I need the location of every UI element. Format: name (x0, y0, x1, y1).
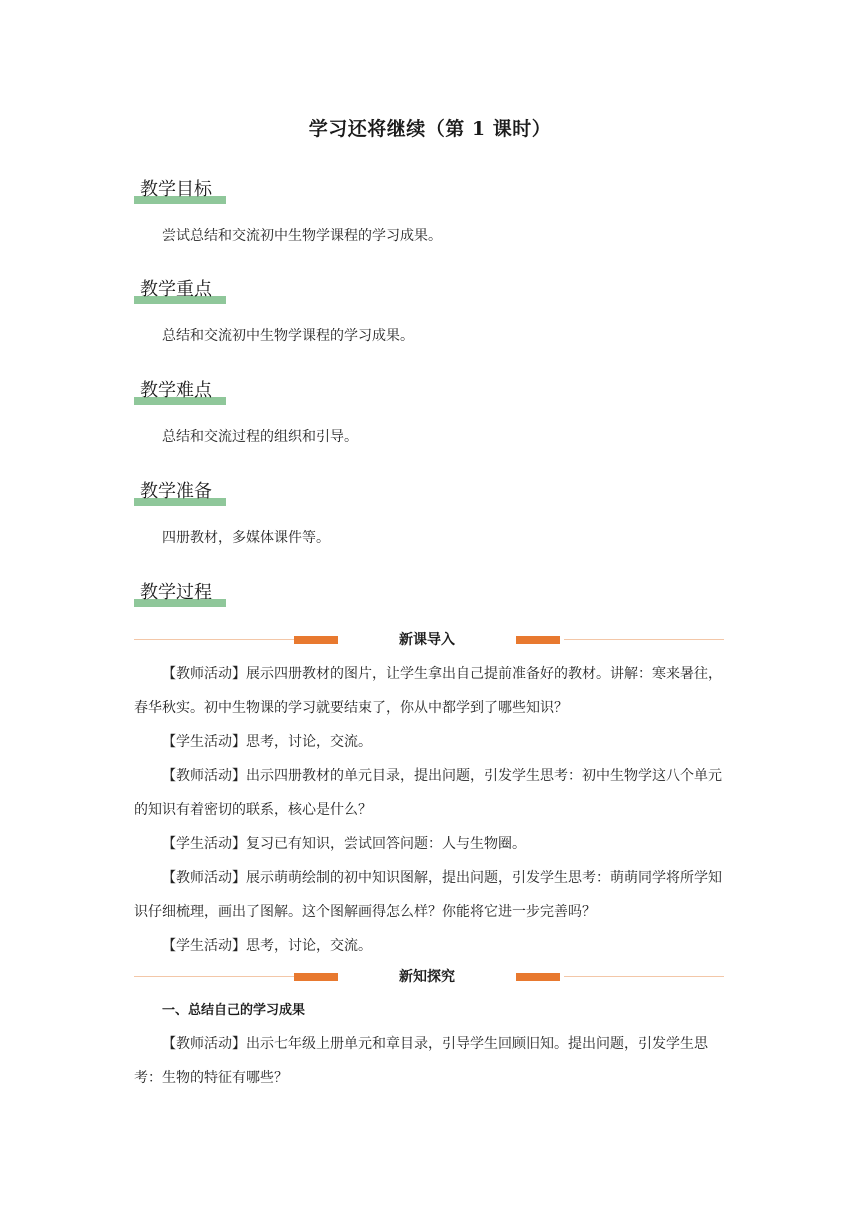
section-heading-text: 教学难点 (140, 380, 212, 401)
subheading: 一、总结自己的学习成果 (162, 1003, 306, 1018)
paragraph: 【教师活动】出示七年级上册单元和章目录，引导学生回顾旧知。提出问题，引发学生思考：生物的特征有哪些？ (134, 1036, 708, 1086)
paragraph: 【教师活动】出示四册教材的单元目录，提出问题，引发学生思考：初中生物学这八个单元的知识有着密切的联系，核心是什么？ (134, 768, 722, 818)
section-heading-text: 教学准备 (140, 481, 212, 502)
divider-line-right (564, 639, 724, 640)
section-text-key-points: 总结和交流初中生物学课程的学习成果。 (162, 328, 414, 344)
divider-label: 新课导入 (399, 632, 455, 648)
divider-bar-left (294, 636, 338, 644)
section-heading-difficulties (134, 379, 212, 405)
section-text-difficulties: 总结和交流过程的组织和引导。 (162, 429, 358, 445)
section-heading-text: 教学重点 (140, 279, 212, 300)
paragraph: 【学生活动】复习已有知识，尝试回答问题：人与生物圈。 (162, 836, 526, 852)
divider-bar-left (294, 973, 338, 981)
divider-line-left (134, 976, 294, 977)
divider-explore (134, 967, 724, 987)
section-heading-text: 教学目标 (140, 179, 212, 200)
section-heading-process (134, 581, 212, 607)
section-heading-preparation (134, 480, 212, 506)
paragraph: 【学生活动】思考，讨论，交流。 (162, 938, 372, 954)
page-title: 学习还将继续（第 1 课时） (308, 118, 552, 140)
paragraph: 【教师活动】展示四册教材的图片，让学生拿出自己提前准备好的教材。讲解：寒来暑往，春华秋实。初中生物课的学习就要结束了，你从中都学到了哪些知识？ (134, 666, 722, 716)
divider-line-right (564, 976, 724, 977)
section-text-preparation: 四册教材，多媒体课件等。 (162, 530, 330, 546)
section-heading-goals (134, 178, 212, 204)
paragraph: 【学生活动】思考，讨论，交流。 (162, 734, 372, 750)
divider-line-left (134, 639, 294, 640)
divider-bar-right (516, 973, 560, 981)
divider-bar-right (516, 636, 560, 644)
section-text-goals: 尝试总结和交流初中生物学课程的学习成果。 (162, 228, 442, 244)
section-heading-text: 教学过程 (140, 582, 212, 603)
divider-intro (134, 630, 724, 650)
paragraph: 【教师活动】展示萌萌绘制的初中知识图解，提出问题，引发学生思考：萌萌同学将所学知识仔细梳理，画出了图解。这个图解画得怎么样？你能将它进一步完善吗？ (134, 870, 722, 920)
section-heading-key-points (134, 278, 212, 304)
divider-label: 新知探究 (399, 969, 455, 985)
